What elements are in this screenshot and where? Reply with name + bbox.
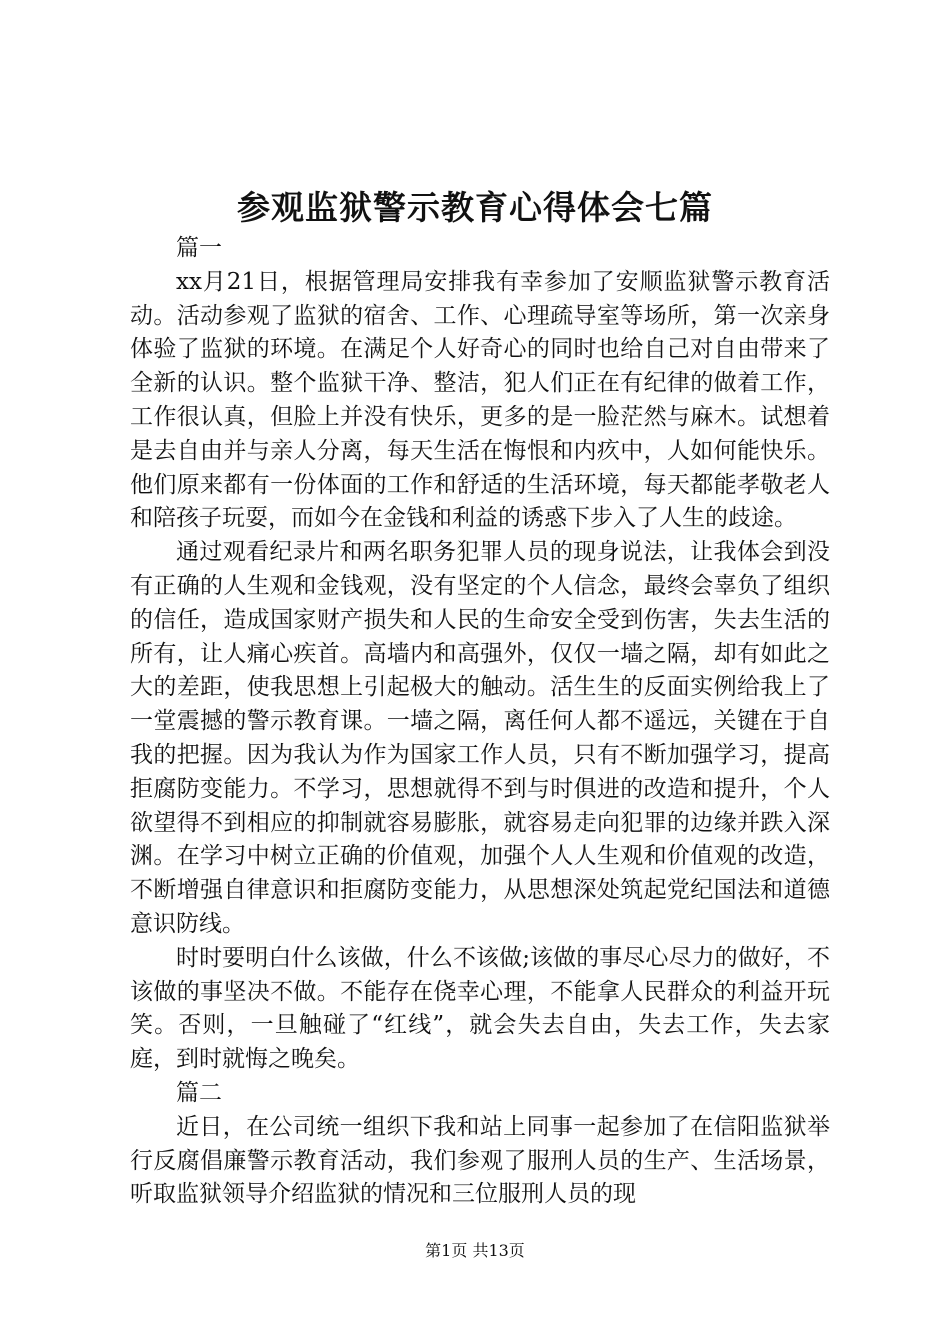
page-footer: 第1页 共13页 <box>425 1241 525 1260</box>
document-title: 参观监狱警示教育心得体会七篇 <box>237 188 713 227</box>
document-body <box>130 232 830 1212</box>
paragraph: 时时要明白什么该做，什么不该做;该做的事尽心尽力的做好，不该做的事坚决不做。不能存在侥幸心理，不能拿人民群众的利益开玩笑。否则，一旦触碰了“红线”，就会失去自由，失去工作，失去家庭，到时就悔之晚矣。 <box>130 944 830 1073</box>
paragraph: 通过观看纪录片和两名职务犯罪人员的现身说法，让我体会到没有正确的人生观和金钱观，没有坚定的个人信念，最终会辜负了组织的信任，造成国家财产损失和人民的生命安全受到伤害，失去生活的所有，让人痛心疾首。高墙内和高强外，仅仅一墙之隔，却有如此之大的差距，使我思想上引起极大的触动。活生生的反面实例给我上了一堂震撼的警示教育课。一墙之隔，离任何人都不遥远，关键在于自我的把握。因为我认为作为国家工作人员，只有不断加强学习，提高拒腐防变能力。不学习，思想就得不到与时俱进的改造和提升，个人欲望得不到相应的抑制就容易膨胀，就容易走向犯罪的边缘并跌入深渊。在学习中树立正确的价值观，加强个人人生观和价值观的改造，不断增强自律意识和拒腐防变能力，从思想深处筑起党纪国法和道德意识防线。 <box>130 539 830 937</box>
paragraph: xx月21日，根据管理局安排我有幸参加了安顺监狱警示教育活动。活动参观了监狱的宿舍、工作、心理疏导室等场所，第一次亲身体验了监狱的环境。在满足个人好奇心的同时也给自己对自由带来了全新的认识。整个监狱干净、整洁，犯人们正在有纪律的做着工作，工作很认真，但脸上并没有快乐，更多的是一脸茫然与麻木。试想着是去自由并与亲人分离，每天生活在悔恨和内疚中，人如何能快乐。他们原来都有一份体面的工作和舒适的生活环境，每天都能孝敬老人和陪孩子玩耍，而如今在金钱和利益的诱惑下步入了人生的歧途。 <box>130 268 830 532</box>
paragraph: 近日，在公司统一组织下我和站上同事一起参加了在信阳监狱举行反腐倡廉警示教育活动，我们参观了服刑人员的生产、生活场景，听取监狱领导介绍监狱的情况和三位服刑人员的现 <box>130 1113 830 1208</box>
section-heading: 篇一 <box>176 235 222 261</box>
section-heading: 篇二 <box>176 1079 222 1106</box>
